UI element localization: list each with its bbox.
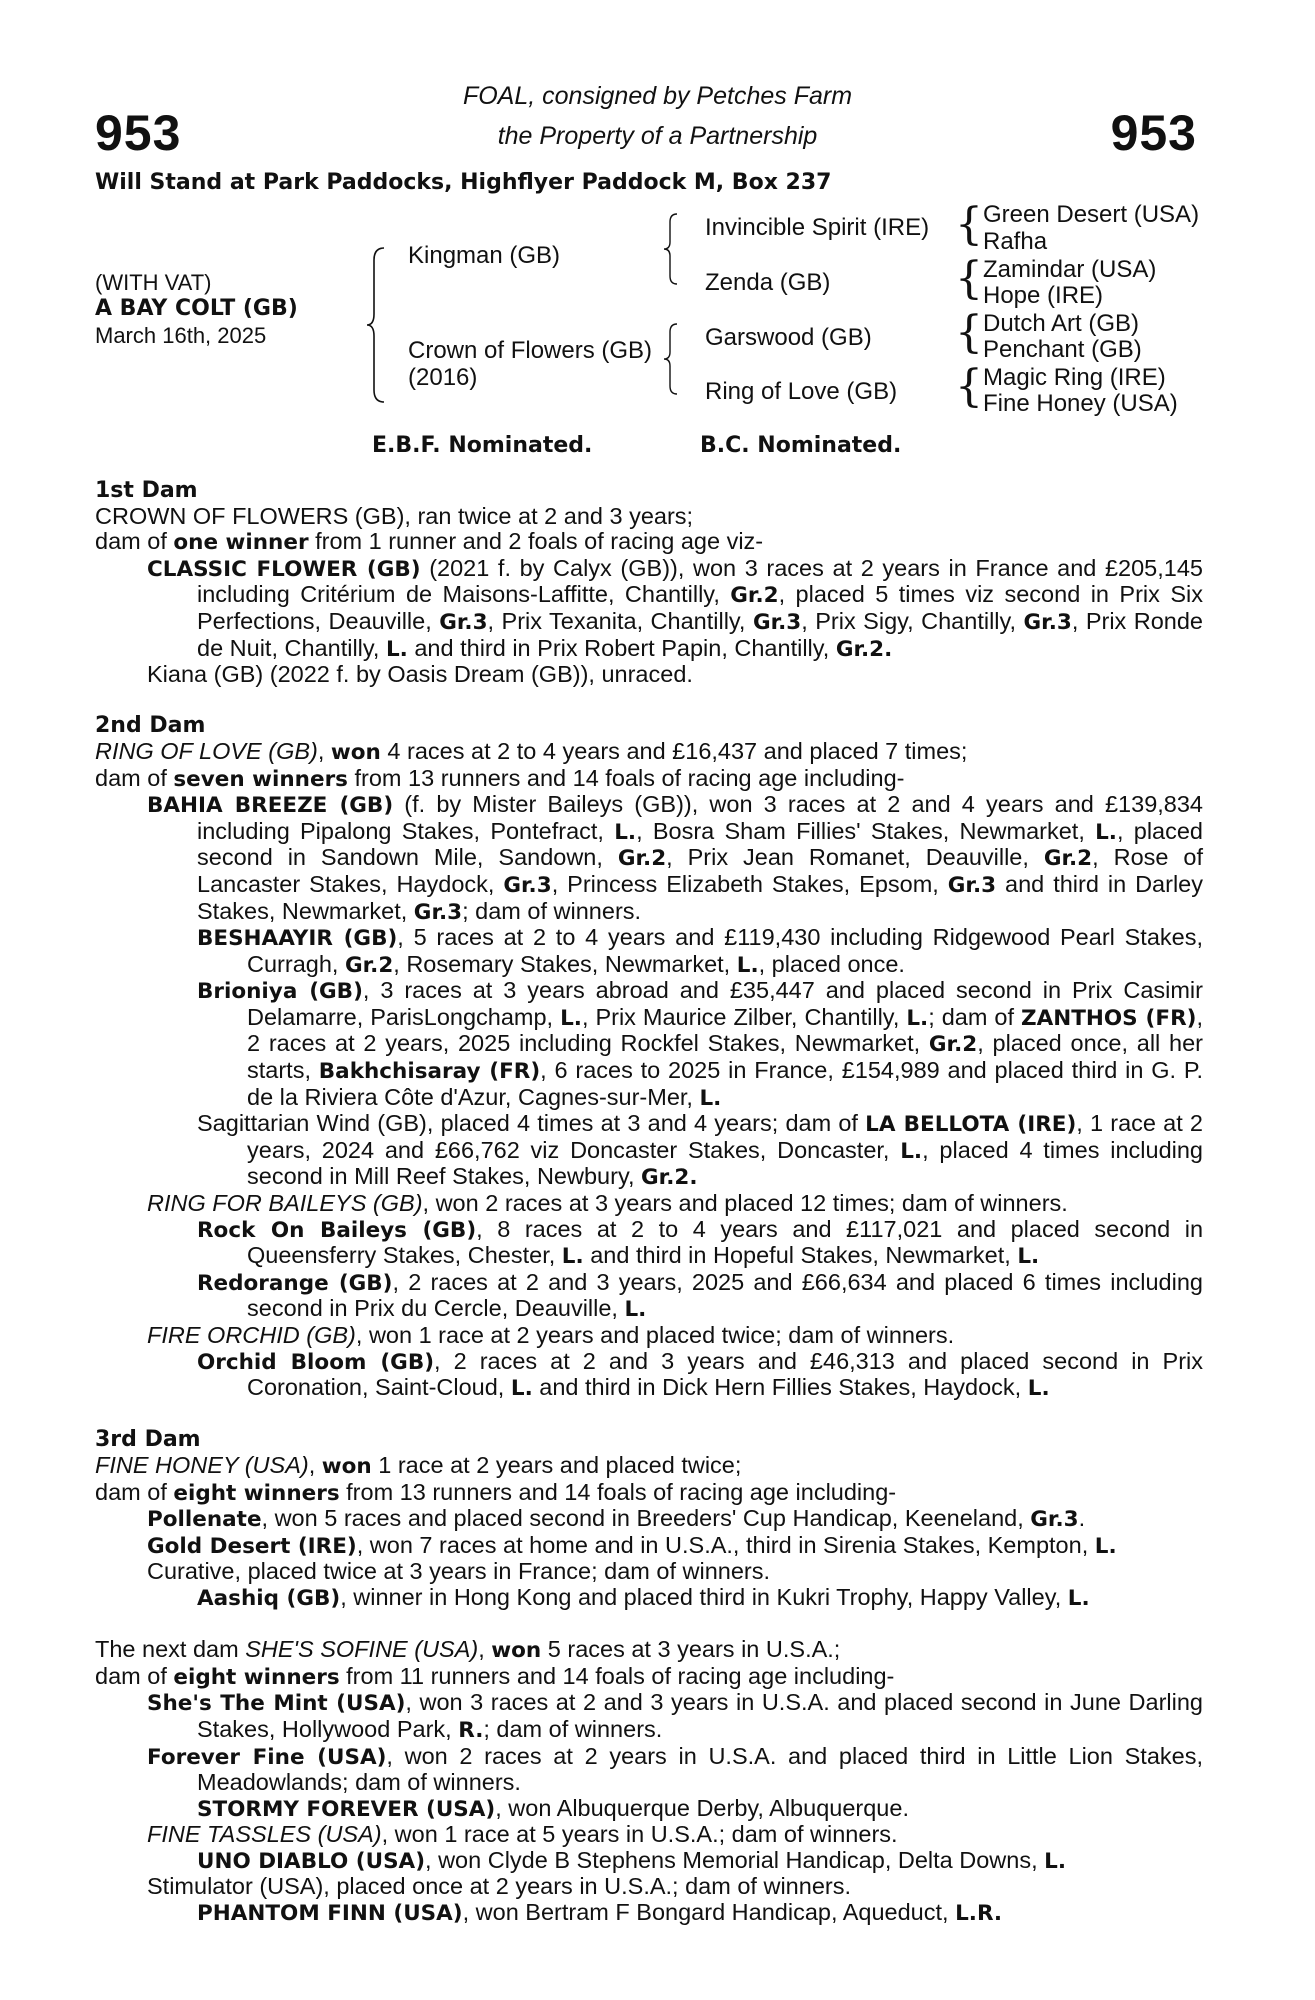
next-dam-line: The next dam SHE'S SOFINE (USA), won 5 races at 3 years in U.S.A.; (95, 1636, 841, 1664)
produce-fine-tassles: FINE TASSLES (USA), won 1 race at 5 years in U.S.A.; dam of winners. (147, 1821, 898, 1848)
bc-nominated: B.C. Nominated. (700, 433, 902, 458)
stand-location: Will Stand at Park Paddocks, Highflyer Paddock M, Box 237 (95, 170, 832, 195)
dam-sire: Garswood (GB) (705, 324, 872, 351)
produce-forever-fine: Forever Fine (USA), won 2 races at 2 years in U.S.A. and placed third in Little Lion Stakes, Meadowlands; dam of winners. (147, 1742, 1203, 1796)
produce-shes-the-mint: She's The Mint (USA), won 3 races at 2 and 3 years in U.S.A. and placed second in June Darling Stakes, Hollywood Park, R.; dam of winners. (147, 1689, 1203, 1743)
property-line: the Property of a Partnership (497, 122, 818, 150)
ebf-nominated: E.B.F. Nominated. (372, 433, 593, 458)
vat-note: (WITH VAT) (95, 270, 212, 295)
produce-kiana: Kiana (GB) (2022 f. by Oasis Dream (GB)), unraced. (147, 661, 693, 688)
sire-name: Kingman (GB) (408, 242, 561, 269)
produce-curative: Curative, placed twice at 3 years in France; dam of winners. (147, 1558, 771, 1585)
first-dam-line: CROWN OF FLOWERS (GB), ran twice at 2 and 3 years; (95, 502, 694, 529)
produce-classic-flower: CLASSIC FLOWER (GB) (2021 f. by Calyx (GB)), won 3 races at 2 years in France and £205,145 including Critérium de Maisons-Laffitte, Chantilly, Gr.2, placed 5 times viz second in Prix Six Perfections, Deauville, Gr.3, Prix Texanita, Chantilly, Gr.3, Prix Sigy, Chantilly, Gr.3, Prix Ronde de Nuit, Chantilly, L. and third in Prix Robert Papin, Chantilly, Gr.2. (147, 554, 1204, 662)
produce-ring-for-baileys: RING FOR BAILEYS (GB), won 2 races at 3 years and placed 12 times; dam of winners. (147, 1190, 1068, 1217)
dam-year: (2016) (408, 364, 478, 391)
consignor-line: FOAL, consigned by Petches Farm (462, 82, 853, 110)
gen3-1: Green Desert (USA) (983, 201, 1200, 228)
lot-number-right: 953 (1110, 105, 1197, 161)
produce-pollenate: Pollenate, won 5 races and placed second in Breeders' Cup Handicap, Keeneland, Gr.3. (147, 1505, 1086, 1533)
produce-uno-diablo: UNO DIABLO (USA), won Clyde B Stephens Memorial Handicap, Delta Downs, L. (197, 1846, 1067, 1874)
third-dam-produce-line: dam of eight winners from 13 runners and 14 foals of racing age including- (95, 1478, 897, 1506)
produce-orchid-bloom: Orchid Bloom (GB), 2 races at 2 and 3 years and £46,313 and placed second in Prix Coronation, Saint-Cloud, L. and third in Dick Hern Fillies Stakes, Haydock, L. (197, 1347, 1203, 1402)
brace-g4: { (955, 361, 983, 412)
second-dam-line: RING OF LOVE (GB), won 4 races at 2 to 4 years and £16,437 and placed 7 times; (95, 737, 968, 765)
produce-aashiq: Aashiq (GB), winner in Hong Kong and placed third in Kukri Trophy, Happy Valley, L. (197, 1583, 1090, 1611)
produce-beshaayir: BESHAAYIR (GB), 5 races at 2 to 4 years and £119,430 including Ridgewood Pearl Stakes, Curragh, Gr.2, Rosemary Stakes, Newmarket, L., placed once. (197, 924, 1203, 978)
pedigree-brace-dam (663, 322, 679, 396)
foaling-date: March 16th, 2025 (95, 323, 267, 348)
first-dam-produce-line: dam of one winner from 1 runner and 2 foals of racing age viz- (95, 528, 764, 556)
gen3-3: Zamindar (USA) (983, 256, 1157, 283)
gen3-8: Fine Honey (USA) (983, 390, 1178, 417)
brace-g1: { (955, 199, 983, 250)
produce-fire-orchid: FIRE ORCHID (GB), won 1 race at 2 years and placed twice; dam of winners. (147, 1322, 955, 1348)
horse-name: A BAY COLT (GB) (95, 296, 298, 321)
produce-bahia-breeze: BAHIA BREEZE (GB) (f. by Mister Baileys (GB)), won 3 races at 2 and 4 years and £139,834 including Pipalong Stakes, Pontefract, L., Bosra Sham Fillies' Stakes, Newmarket, L., placed second in Sandown Mile, Sandown, Gr.2, Prix Jean Romanet, Deauville, Gr.2, Rose of Lancaster Stakes, Haydock, Gr.3, Princess Elizabeth Stakes, Epsom, Gr.3 and third in Darley Stakes, Newmarket, Gr.3; dam of winners. (147, 791, 1204, 925)
third-dam-title: 3rd Dam (95, 1427, 201, 1453)
produce-sagittarian-wind: Sagittarian Wind (GB), placed 4 times at 3 and 4 years; dam of LA BELLOTA (IRE), 1 race at 2 years, 2024 and £66,762 viz Doncaster Stakes, Doncaster, L., placed 4 times including second in Mill Reef Stakes, Newbury, Gr.2. (197, 1110, 1203, 1191)
third-dam-line: FINE HONEY (USA), won 1 race at 2 years and placed twice; (95, 1451, 742, 1479)
dam-dam: Ring of Love (GB) (705, 378, 898, 405)
gen3-7: Magic Ring (IRE) (983, 364, 1166, 391)
catalogue-body (95, 478, 1203, 1927)
produce-stormy-forever: STORMY FOREVER (USA), won Albuquerque Derby, Albuquerque. (197, 1794, 909, 1822)
gen3-5: Dutch Art (GB) (983, 310, 1140, 337)
produce-brioniya: Brioniya (GB), 3 races at 3 years abroad and £35,447 and placed second in Prix Casimir Delamarre, ParisLongchamp, L., Prix Maurice Zilber, Chantilly, L.; dam of ZANTHOS (FR), 2 races at 2 years, 2025 including Rockfel Stakes, Newmarket, Gr.2, placed once, all her starts, Bakhchisaray (FR), 6 races to 2025 in France, £154,989 and placed third in G. P. de la Riviera Côte d'Azur, Cagnes-sur-Mer, L. (197, 977, 1203, 1111)
second-dam-title: 2nd Dam (95, 713, 206, 739)
brace-g2: { (955, 253, 983, 304)
gen3-2: Rafha (983, 228, 1048, 255)
sire-dam: Zenda (GB) (705, 269, 831, 296)
next-dam-produce-line: dam of eight winners from 11 runners and 14 foals of racing age including- (95, 1662, 895, 1690)
dam-name: Crown of Flowers (GB) (408, 337, 653, 364)
lot-number-left: 953 (95, 105, 182, 161)
pedigree-brace-sire (663, 212, 679, 286)
sire-sire: Invincible Spirit (IRE) (705, 214, 930, 241)
brace-g3: { (955, 307, 983, 358)
produce-redorange: Redorange (GB), 2 races at 2 and 3 years, 2025 and £66,634 and placed 6 times including second in Prix du Cercle, Deauville, L. (197, 1268, 1203, 1323)
gen3-6: Penchant (GB) (983, 336, 1142, 363)
first-dam-title: 1st Dam (95, 478, 198, 503)
gen3-4: Hope (IRE) (983, 282, 1104, 309)
produce-gold-desert: Gold Desert (IRE), won 7 races at home and in U.S.A., third in Sirenia Stakes, Kempton, L. (147, 1531, 1117, 1559)
pedigree-brace-main (366, 246, 386, 404)
produce-rock-on-baileys: Rock On Baileys (GB), 8 races at 2 to 4 years and £117,021 and placed second in Queensferry Stakes, Chester, L. and third in Hopeful Stakes, Newmarket, L. (197, 1215, 1204, 1270)
second-dam-produce-line: dam of seven winners from 13 runners and 14 foals of racing age including- (95, 764, 905, 792)
produce-phantom-finn: PHANTOM FINN (USA), won Bertram F Bongard Handicap, Aqueduct, L.R. (197, 1899, 1003, 1927)
produce-stimulator: Stimulator (USA), placed once at 2 years in U.S.A.; dam of winners. (147, 1873, 851, 1900)
